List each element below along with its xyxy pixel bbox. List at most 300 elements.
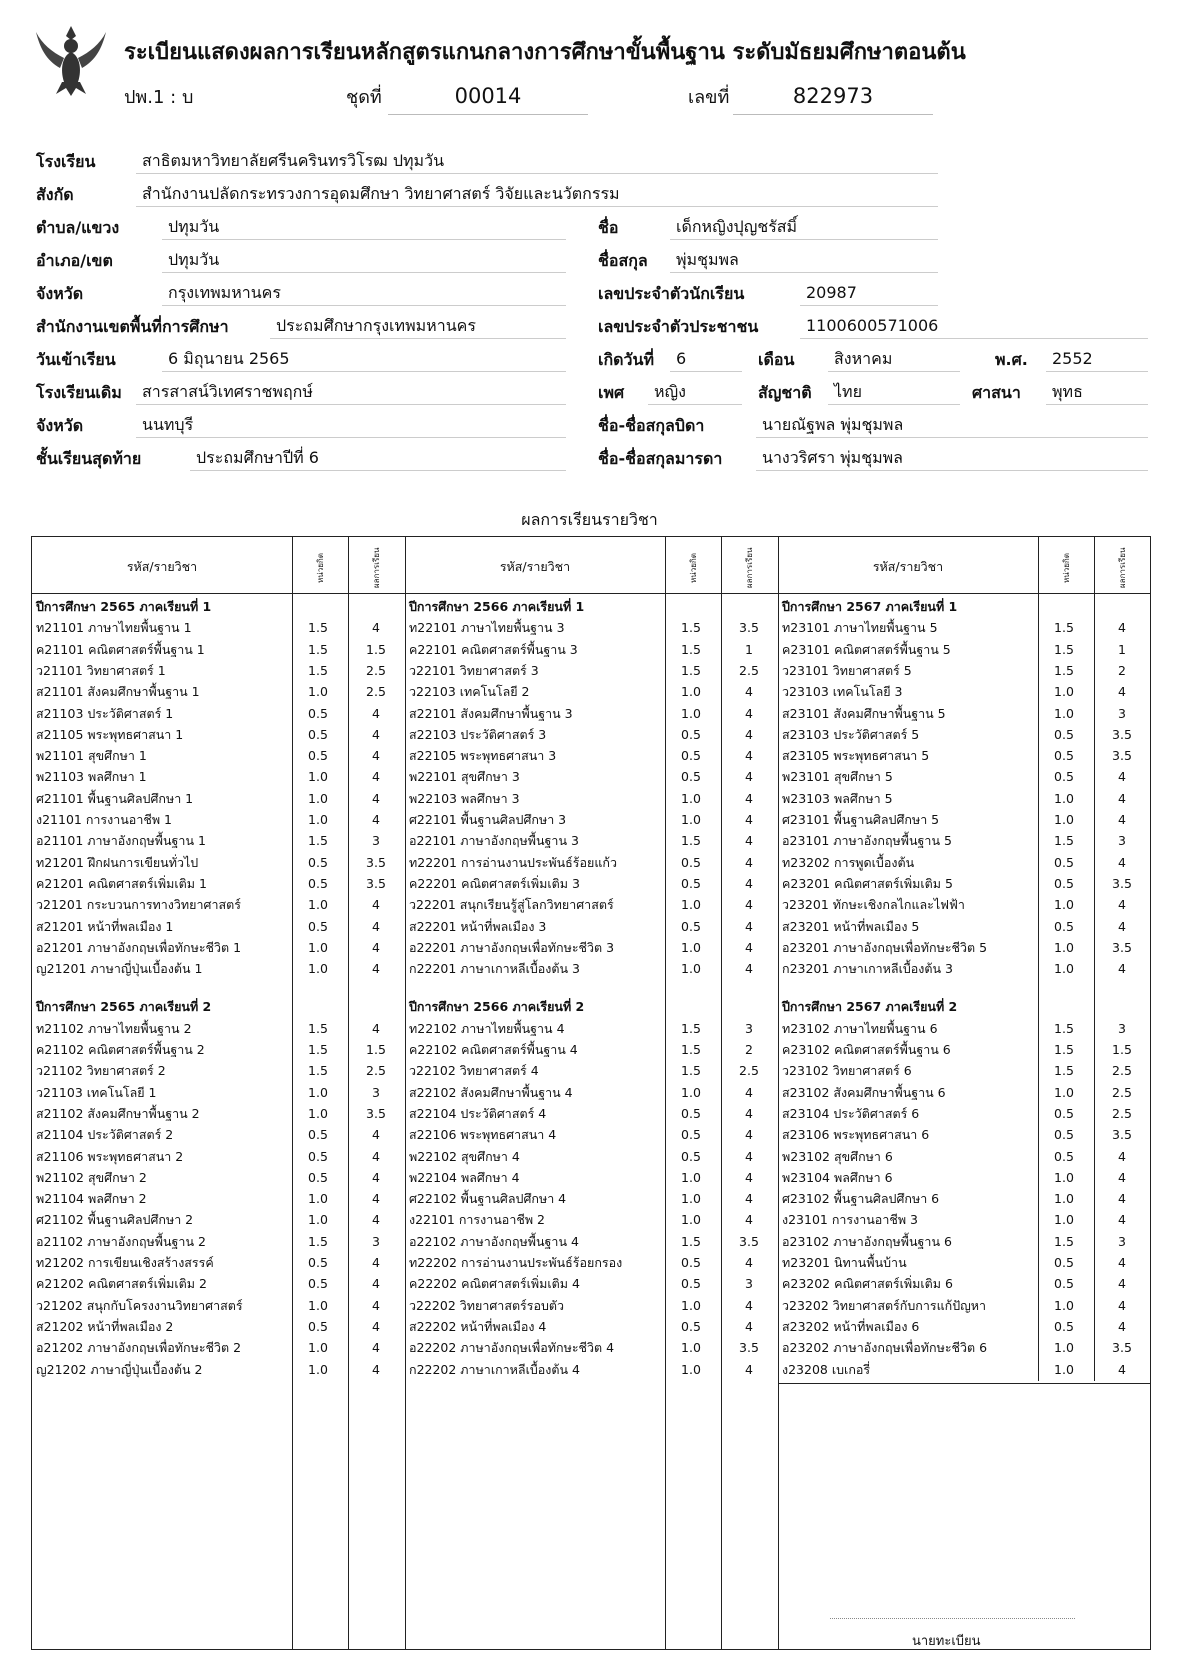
subject-grade: 2 — [745, 1042, 753, 1058]
subject-grade: 4 — [745, 1169, 753, 1185]
subject-credit: 1.5 — [308, 1042, 328, 1058]
subject-grade: 4 — [745, 812, 753, 827]
subject-name: อ22201 ภาษาอังกฤษเพื่อทักษะชีวิต 3 — [409, 939, 615, 955]
subject-name: ง22101 การงานอาชีพ 2 — [409, 1212, 545, 1228]
subject-grade: 3 — [745, 1276, 753, 1292]
subject-credit: 0.5 — [1054, 769, 1074, 785]
subject-name: ท23202 การพูดเบื้องต้น — [782, 854, 915, 870]
grade-column-line — [1094, 537, 1095, 1381]
column-divider — [778, 537, 779, 1649]
subject-grade: 4 — [372, 812, 380, 827]
religion-value: พุทธ — [1046, 381, 1148, 405]
subject-credit: 1.5 — [1054, 641, 1074, 657]
subject-grade: 2.5 — [739, 662, 759, 678]
subject-name: อ22102 ภาษาอังกฤษพื้นฐาน 4 — [409, 1233, 579, 1249]
subject-credit: 1.5 — [1054, 1020, 1074, 1036]
subject-credit: 1.5 — [1054, 1063, 1074, 1079]
subject-name: ค21101 คณิตศาสตร์พื้นฐาน 1 — [36, 641, 205, 657]
subject-name: อ22101 ภาษาอังกฤษพื้นฐาน 3 — [409, 833, 579, 849]
subject-credit: 0.5 — [308, 1255, 328, 1271]
credit-column-line — [292, 537, 293, 1649]
prev-school-value: สารสาสน์วิเทศราชพฤกษ์ — [136, 381, 566, 405]
subject-grade: 4 — [372, 1255, 380, 1271]
nation-value: ไทย — [828, 381, 960, 405]
subject-name: ว21102 วิทยาศาสตร์ 2 — [36, 1063, 166, 1079]
subject-grade: 4 — [372, 1340, 380, 1356]
subject-name: ส23201 หน้าที่พลเมือง 5 — [782, 918, 920, 934]
student-id-value: 20987 — [800, 282, 938, 306]
subject-credit: 0.5 — [1054, 726, 1074, 742]
sex-value: หญิง — [648, 381, 742, 405]
subject-name: ว21101 วิทยาศาสตร์ 1 — [36, 662, 166, 678]
subject-name: ส22202 หน้าที่พลเมือง 4 — [409, 1318, 547, 1334]
subject-name: ค23102 คณิตศาสตร์พื้นฐาน 6 — [782, 1042, 951, 1058]
subject-credit: 0.5 — [681, 1318, 701, 1334]
subject-grade: 4 — [745, 1361, 753, 1377]
subject-name: พ23101 สุขศึกษา 5 — [782, 769, 893, 785]
subject-grade: 4 — [1118, 769, 1126, 785]
subject-name: ส22106 พระพุทธศาสนา 4 — [409, 1127, 557, 1143]
last-level-value: ประถมศึกษาปีที่ 6 — [190, 447, 566, 471]
subject-grade: 4 — [372, 620, 380, 636]
subject-credit: 0.5 — [308, 1148, 328, 1164]
subject-name: ว23201 ทักษะเชิงกลไกและไฟฟ้า — [782, 897, 965, 913]
subject-credit: 1.0 — [308, 939, 328, 955]
subject-name: พ21102 สุขศึกษา 2 — [36, 1169, 147, 1185]
subject-name: ว23102 วิทยาศาสตร์ 6 — [782, 1063, 912, 1079]
surname-label: ชื่อสกุล — [598, 251, 648, 270]
subject-credit: 0.5 — [681, 769, 701, 785]
subject-grade: 4 — [745, 748, 753, 764]
subject-grade: 4 — [745, 1084, 753, 1100]
subject-credit: 1.0 — [308, 1340, 328, 1356]
subject-credit: 1.0 — [308, 1191, 328, 1207]
subject-grade: 4 — [1118, 1361, 1126, 1377]
subject-credit: 1.0 — [1054, 1169, 1074, 1185]
subject-name: ก22202 ภาษาเกาหลีเบื้องต้น 4 — [409, 1361, 580, 1377]
subject-credit: 1.5 — [1054, 662, 1074, 678]
subject-credit: 1.0 — [681, 1340, 701, 1356]
subject-name: ค22201 คณิตศาสตร์เพิ่มเติม 3 — [409, 875, 580, 891]
subject-grade: 3.5 — [1112, 1127, 1132, 1143]
subject-name: อ23101 ภาษาอังกฤษพื้นฐาน 5 — [782, 833, 952, 849]
subject-credit: 1.0 — [308, 1084, 328, 1100]
subject-credit: 1.5 — [308, 833, 328, 849]
subject-credit: 0.5 — [308, 705, 328, 721]
subject-credit: 0.5 — [1054, 1148, 1074, 1164]
subject-credit: 0.5 — [308, 918, 328, 934]
subject-grade: 3 — [1118, 1233, 1126, 1249]
subject-credit: 1.5 — [681, 1233, 701, 1249]
subject-credit: 0.5 — [308, 726, 328, 742]
born-year-value: 2552 — [1046, 348, 1148, 372]
subject-credit: 1.0 — [681, 684, 701, 700]
semester-title: ปีการศึกษา 2566 ภาคเรียนที่ 1 — [409, 599, 585, 614]
subject-grade: 4 — [745, 961, 753, 977]
subject-name: ค21202 คณิตศาสตร์เพิ่มเติม 2 — [36, 1276, 207, 1292]
subject-credit: 0.5 — [1054, 1276, 1074, 1292]
subject-name: ส22102 สังคมศึกษาพื้นฐาน 4 — [409, 1084, 573, 1100]
subject-credit: 1.0 — [308, 684, 328, 700]
subject-grade: 4 — [745, 1212, 753, 1228]
subject-name: ส21101 สังคมศึกษาพื้นฐาน 1 — [36, 684, 200, 700]
subject-grade: 4 — [745, 854, 753, 870]
subject-name: ค21201 คณิตศาสตร์เพิ่มเติม 1 — [36, 875, 207, 891]
subject-grade: 2.5 — [366, 1063, 386, 1079]
subject-name: ศ23102 พื้นฐานศิลปศึกษา 6 — [782, 1191, 940, 1207]
subject-grade: 4 — [745, 726, 753, 742]
subject-name: ส23105 พระพุทธศาสนา 5 — [782, 748, 930, 764]
subject-credit: 1.5 — [681, 662, 701, 678]
subject-name: อ21101 ภาษาอังกฤษพื้นฐาน 1 — [36, 833, 206, 849]
subject-grade: 4 — [372, 918, 380, 934]
subject-name: ส23202 หน้าที่พลเมือง 6 — [782, 1318, 920, 1334]
born-year-label: พ.ศ. — [995, 350, 1028, 369]
subject-grade: 4 — [372, 1191, 380, 1207]
subject-credit: 1.0 — [1054, 684, 1074, 700]
entry-value: 6 มิถุนายน 2565 — [162, 348, 566, 372]
subject-name: ส21106 พระพุทธศาสนา 2 — [36, 1148, 184, 1164]
subject-credit: 1.5 — [681, 1042, 701, 1058]
subject-grade: 2.5 — [1112, 1105, 1132, 1121]
subject-name: ส21202 หน้าที่พลเมือง 2 — [36, 1318, 174, 1334]
subject-grade: 4 — [372, 769, 380, 785]
subject-grade: 3 — [1118, 833, 1126, 849]
subject-grade: 4 — [1118, 1297, 1126, 1313]
subject-credit: 1.0 — [308, 790, 328, 806]
subject-credit: 1.0 — [308, 1297, 328, 1313]
form-code: ปพ.1 : บ — [124, 87, 194, 108]
subject-name: ว21201 กระบวนการทางวิทยาศาสตร์ — [36, 897, 241, 913]
subject-grade: 4 — [372, 897, 380, 913]
subject-credit: 1.0 — [1054, 1361, 1074, 1377]
header-divider — [32, 593, 1150, 594]
subject-name: พ21101 สุขศึกษา 1 — [36, 748, 147, 764]
subject-grade: 4 — [372, 1361, 380, 1377]
prev-province-value: นนทบุรี — [136, 414, 566, 438]
subject-grade: 4 — [372, 1020, 380, 1036]
subject-credit: 1.0 — [681, 1084, 701, 1100]
subject-name: ก23201 ภาษาเกาหลีเบื้องต้น 3 — [782, 961, 953, 977]
subject-credit: 0.5 — [308, 854, 328, 870]
subject-name: ว22101 วิทยาศาสตร์ 3 — [409, 662, 539, 678]
grade-column-line — [348, 537, 349, 1649]
subject-credit: 0.5 — [1054, 875, 1074, 891]
subject-credit: 0.5 — [1054, 1127, 1074, 1143]
subject-credit: 1.0 — [308, 812, 328, 827]
subject-name: ท21101 ภาษาไทยพื้นฐาน 1 — [36, 620, 192, 636]
subject-grade: 4 — [372, 1318, 380, 1334]
subject-name: ง23208 เบเกอรี่ — [782, 1361, 871, 1377]
subject-credit: 0.5 — [1054, 1255, 1074, 1271]
subject-grade: 4 — [745, 790, 753, 806]
subject-credit: 0.5 — [1054, 918, 1074, 934]
subject-credit: 1.0 — [308, 769, 328, 785]
subject-credit: 0.5 — [1054, 1318, 1074, 1334]
subject-grade: 4 — [1118, 1255, 1126, 1271]
subject-name: อ22202 ภาษาอังกฤษเพื่อทักษะชีวิต 4 — [409, 1340, 615, 1356]
subject-credit: 1.5 — [1054, 620, 1074, 636]
grade-column-line — [721, 537, 722, 1649]
subject-name: ง21101 การงานอาชีพ 1 — [36, 812, 172, 827]
grade-column-header: ผลการเรียน — [372, 547, 381, 589]
subject-credit: 0.5 — [308, 1169, 328, 1185]
subject-credit: 1.0 — [308, 961, 328, 977]
last-level-label: ชั้นเรียนสุดท้าย — [36, 449, 142, 468]
registrar-signature-line — [830, 1618, 1075, 1619]
subject-name: ส21102 สังคมศึกษาพื้นฐาน 2 — [36, 1105, 200, 1121]
semester-title: ปีการศึกษา 2566 ภาคเรียนที่ 2 — [409, 999, 585, 1015]
subject-name: ท22202 การอ่านงานประพันธ์ร้อยกรอง — [409, 1255, 623, 1271]
subject-credit: 0.5 — [1054, 1105, 1074, 1121]
credit-column-header: หน่วยกิต — [689, 553, 698, 583]
subject-grade: 4 — [372, 1297, 380, 1313]
subject-credit: 0.5 — [681, 918, 701, 934]
results-table — [31, 536, 1151, 1650]
father-value: นายณัฐพล พุ่มชุมพล — [756, 414, 1148, 438]
religion-label: ศาสนา — [972, 383, 1021, 402]
subject-credit: 1.0 — [681, 812, 701, 827]
subject-name: ท23101 ภาษาไทยพื้นฐาน 5 — [782, 620, 938, 636]
entry-label: วันเข้าเรียน — [36, 350, 116, 369]
subject-name: พ21103 พลศึกษา 1 — [36, 769, 147, 785]
subject-grade: 2 — [1118, 662, 1126, 678]
subject-grade: 3.5 — [1112, 726, 1132, 742]
subject-name: อ23202 ภาษาอังกฤษเพื่อทักษะชีวิต 6 — [782, 1340, 988, 1356]
subject-name: พ22102 สุขศึกษา 4 — [409, 1148, 520, 1164]
subject-credit: 1.5 — [308, 641, 328, 657]
subject-grade: 4 — [745, 684, 753, 700]
subject-credit: 1.5 — [308, 1020, 328, 1036]
subject-grade: 4 — [372, 1127, 380, 1143]
subject-credit: 1.0 — [681, 1361, 701, 1377]
subject-name: พ21104 พลศึกษา 2 — [36, 1191, 147, 1207]
grade-column-header: ผลการเรียน — [1118, 547, 1127, 589]
subject-grade: 2.5 — [1112, 1063, 1132, 1079]
subject-credit: 1.0 — [681, 1297, 701, 1313]
subject-grade: 4 — [745, 1318, 753, 1334]
subject-grade: 4 — [745, 769, 753, 785]
subject-name: ค23202 คณิตศาสตร์เพิ่มเติม 6 — [782, 1276, 953, 1292]
school-label: โรงเรียน — [36, 152, 96, 171]
subject-credit: 0.5 — [1054, 748, 1074, 764]
subject-name: อ23201 ภาษาอังกฤษเพื่อทักษะชีวิต 5 — [782, 939, 988, 955]
subject-credit: 1.0 — [681, 961, 701, 977]
subject-grade: 4 — [745, 1297, 753, 1313]
garuda-emblem-icon — [32, 22, 110, 98]
subject-grade: 4 — [372, 961, 380, 977]
subject-credit: 1.0 — [1054, 790, 1074, 806]
subject-name: ท23201 นิทานพื้นบ้าน — [782, 1255, 907, 1271]
subject-grade: 4 — [745, 875, 753, 891]
subject-name: ญ21202 ภาษาญี่ปุ่นเบื้องต้น 2 — [36, 1361, 203, 1377]
name-label: ชื่อ — [598, 218, 619, 237]
subject-grade: 4 — [1118, 684, 1126, 700]
subject-credit: 0.5 — [308, 875, 328, 891]
subject-credit: 1.0 — [1054, 939, 1074, 955]
subject-credit: 0.5 — [681, 875, 701, 891]
subject-name: พ23103 พลศึกษา 5 — [782, 790, 893, 806]
name-value: เด็กหญิงปุญชรัสมิ์ — [670, 216, 938, 240]
subject-grade: 4 — [372, 790, 380, 806]
subject-name: ท23102 ภาษาไทยพื้นฐาน 6 — [782, 1020, 938, 1036]
subject-name: ก22201 ภาษาเกาหลีเบื้องต้น 3 — [409, 961, 580, 977]
subject-credit: 1.0 — [681, 790, 701, 806]
born-day-value: 6 — [670, 348, 742, 372]
subject-grade: 4 — [1118, 1169, 1126, 1185]
grade-column-header: ผลการเรียน — [745, 547, 754, 589]
prev-province-label: จังหวัด — [36, 416, 84, 435]
citizen-id-value: 1100600571006 — [800, 315, 1148, 339]
subject-name: ท21102 ภาษาไทยพื้นฐาน 2 — [36, 1020, 192, 1036]
subject-name: ว21103 เทคโนโลยี 1 — [36, 1084, 157, 1100]
subject-credit: 0.5 — [681, 854, 701, 870]
subject-column-header: รหัส/รายวิชา — [499, 559, 571, 574]
subject-credit: 1.0 — [681, 1191, 701, 1207]
subject-name: ง23101 การงานอาชีพ 3 — [782, 1212, 918, 1228]
no-value: 822973 — [733, 84, 933, 115]
subject-grade: 1 — [745, 641, 753, 657]
remarks-box-divider — [778, 1383, 1150, 1384]
subject-name: ค22102 คณิตศาสตร์พื้นฐาน 4 — [409, 1042, 578, 1058]
semester-title: ปีการศึกษา 2565 ภาคเรียนที่ 1 — [36, 599, 212, 614]
subject-name: พ23104 พลศึกษา 6 — [782, 1169, 893, 1185]
subject-name: อ21201 ภาษาอังกฤษเพื่อทักษะชีวิต 1 — [36, 939, 242, 955]
subject-grade: 4 — [372, 705, 380, 721]
no-label: เลขที่ — [688, 87, 730, 108]
subject-grade: 3.5 — [366, 875, 386, 891]
subject-credit: 1.0 — [1054, 1297, 1074, 1313]
subject-name: อ21202 ภาษาอังกฤษเพื่อทักษะชีวิต 2 — [36, 1340, 242, 1356]
subject-credit: 1.0 — [681, 705, 701, 721]
mother-value: นางวริศรา พุ่มชุมพล — [756, 447, 1148, 471]
subject-credit: 1.5 — [308, 1063, 328, 1079]
subject-credit: 1.0 — [308, 1105, 328, 1121]
subject-name: ค22202 คณิตศาสตร์เพิ่มเติม 4 — [409, 1276, 580, 1292]
subject-name: ค23201 คณิตศาสตร์เพิ่มเติม 5 — [782, 875, 953, 891]
subject-grade: 4 — [745, 939, 753, 955]
credit-column-line — [1038, 537, 1039, 1381]
mother-label: ชื่อ-ชื่อสกุลมารดา — [598, 449, 723, 468]
sex-label: เพศ — [598, 383, 625, 402]
subject-name: ศ22101 พื้นฐานศิลปศึกษา 3 — [409, 812, 567, 827]
subject-grade: 3 — [372, 833, 380, 849]
subject-grade: 3.5 — [739, 1340, 759, 1356]
subject-name: ว23202 วิทยาศาสตร์กับการแก้ปัญหา — [782, 1297, 987, 1313]
subject-credit: 0.5 — [681, 1127, 701, 1143]
subject-grade: 2.5 — [366, 662, 386, 678]
subject-grade: 4 — [745, 1191, 753, 1207]
subject-name: ส23104 ประวัติศาสตร์ 6 — [782, 1105, 920, 1121]
subject-credit: 1.0 — [1054, 1340, 1074, 1356]
semester-title: ปีการศึกษา 2567 ภาคเรียนที่ 1 — [782, 599, 958, 614]
subject-credit: 0.5 — [308, 1276, 328, 1292]
subject-grade: 4 — [372, 1148, 380, 1164]
area-label: สำนักงานเขตพื้นที่การศึกษา — [36, 317, 229, 336]
district-value: ปทุมวัน — [162, 249, 566, 273]
subject-grade: 4 — [1118, 1276, 1126, 1292]
subject-grade: 3.5 — [366, 854, 386, 870]
subject-grade: 3.5 — [739, 620, 759, 636]
subject-name: ส22101 สังคมศึกษาพื้นฐาน 3 — [409, 705, 573, 721]
subject-name: ศ22102 พื้นฐานศิลปศึกษา 4 — [409, 1191, 567, 1207]
subject-credit: 1.5 — [681, 833, 701, 849]
subject-grade: 3.5 — [1112, 939, 1132, 955]
subject-grade: 4 — [1118, 790, 1126, 806]
subject-grade: 1 — [1118, 641, 1126, 657]
subject-credit: 0.5 — [681, 1105, 701, 1121]
subdistrict-value: ปทุมวัน — [162, 216, 566, 240]
affil-label: สังกัด — [36, 185, 74, 204]
subject-credit: 0.5 — [308, 748, 328, 764]
district-label: อำเภอ/เขต — [36, 251, 113, 270]
credit-column-line — [665, 537, 666, 1649]
subject-name: ส23106 พระพุทธศาสนา 6 — [782, 1127, 930, 1143]
credit-column-header: หน่วยกิต — [316, 553, 325, 583]
subject-credit: 0.5 — [1054, 854, 1074, 870]
subject-grade: 4 — [745, 1148, 753, 1164]
subject-grade: 4 — [372, 1276, 380, 1292]
subject-name: พ23102 สุขศึกษา 6 — [782, 1148, 893, 1164]
subject-grade: 4 — [372, 1212, 380, 1228]
subject-grade: 1.5 — [366, 641, 386, 657]
subject-grade: 1.5 — [366, 1042, 386, 1058]
subject-credit: 1.5 — [1054, 1042, 1074, 1058]
subject-name: ท22201 การอ่านงานประพันธ์ร้อยแก้ว — [409, 854, 617, 870]
subject-name: ญ21201 ภาษาญี่ปุ่นเบื้องต้น 1 — [36, 961, 203, 977]
subject-grade: 3.5 — [366, 1105, 386, 1121]
school-value: สาธิตมหาวิทยาลัยศรีนครินทรวิโรฒ ปทุมวัน — [136, 150, 938, 174]
prev-school-label: โรงเรียนเดิม — [36, 383, 122, 402]
subject-grade: 1.5 — [1112, 1042, 1132, 1058]
subject-name: ค23101 คณิตศาสตร์พื้นฐาน 5 — [782, 641, 951, 657]
subject-name: ว22103 เทคโนโลยี 2 — [409, 684, 530, 700]
subject-grade: 4 — [745, 833, 753, 849]
subject-name: ส21104 ประวัติศาสตร์ 2 — [36, 1127, 174, 1143]
subject-grade: 3.5 — [1112, 875, 1132, 891]
subject-credit: 0.5 — [681, 1276, 701, 1292]
subject-grade: 4 — [1118, 854, 1126, 870]
subject-grade: 4 — [1118, 1191, 1126, 1207]
father-label: ชื่อ-ชื่อสกุลบิดา — [598, 416, 705, 435]
subject-credit: 1.5 — [1054, 1233, 1074, 1249]
subject-name: ศ23101 พื้นฐานศิลปศึกษา 5 — [782, 812, 940, 827]
subject-name: พ22103 พลศึกษา 3 — [409, 790, 520, 806]
subject-credit: 1.5 — [681, 1063, 701, 1079]
subject-grade: 4 — [1118, 812, 1126, 827]
subject-grade: 3 — [745, 1020, 753, 1036]
subject-name: ค22101 คณิตศาสตร์พื้นฐาน 3 — [409, 641, 578, 657]
subject-credit: 1.0 — [1054, 705, 1074, 721]
nation-label: สัญชาติ — [758, 383, 812, 402]
subject-name: อ21102 ภาษาอังกฤษพื้นฐาน 2 — [36, 1233, 206, 1249]
subject-credit: 1.0 — [308, 1361, 328, 1377]
subject-grade: 4 — [745, 897, 753, 913]
subject-credit: 1.5 — [681, 620, 701, 636]
results-caption: ผลการเรียนรายวิชา — [521, 510, 658, 529]
subject-grade: 4 — [372, 1169, 380, 1185]
subject-grade: 4 — [1118, 897, 1126, 913]
registrar-label: นายทะเบียน — [912, 1634, 981, 1649]
subject-credit: 1.0 — [681, 897, 701, 913]
subject-name: ส21105 พระพุทธศาสนา 1 — [36, 726, 184, 742]
subject-grade: 4 — [372, 939, 380, 955]
subject-credit: 1.5 — [308, 662, 328, 678]
set-value: 00014 — [388, 84, 588, 115]
semester-title: ปีการศึกษา 2567 ภาคเรียนที่ 2 — [782, 999, 958, 1015]
subject-grade: 4 — [1118, 961, 1126, 977]
citizen-id-label: เลขประจำตัวประชาชน — [598, 317, 759, 336]
